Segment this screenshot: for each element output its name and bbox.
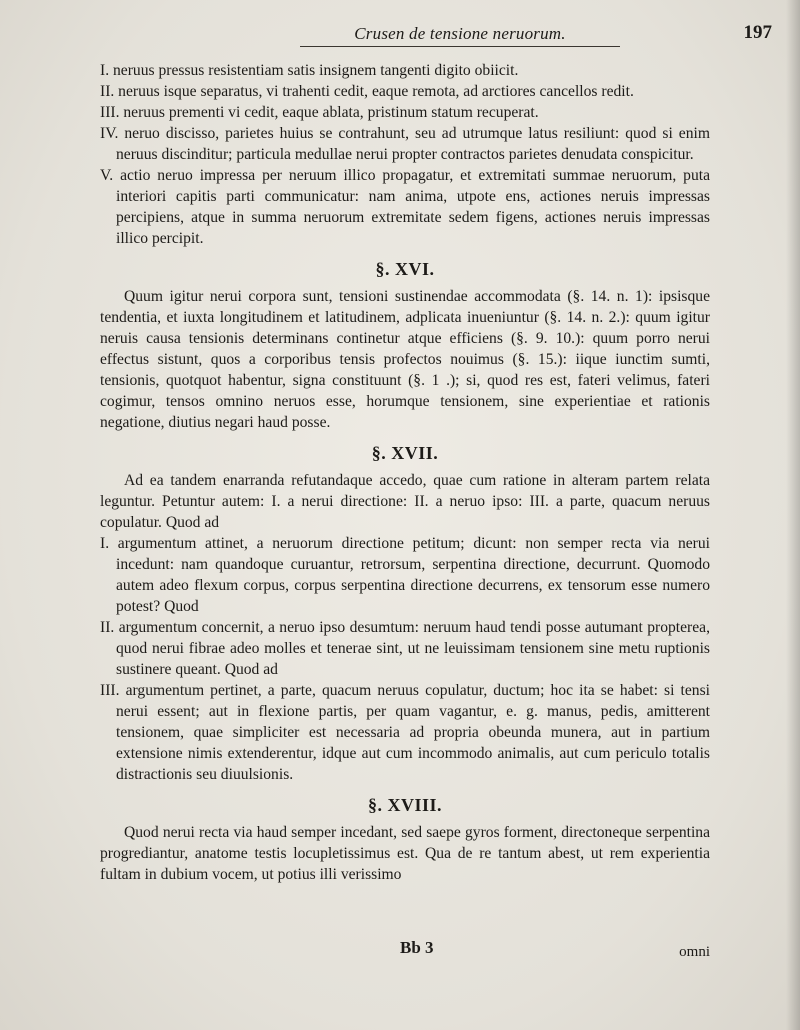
section-heading-17: §. XVII. xyxy=(371,443,439,463)
section-heading-16: §. XVI. xyxy=(375,259,435,279)
argument-item: III. argumentum pertinet, a parte, quacum neruus copulatur, ductum; hoc ita se habet: si tensi nerui essent; aut in flexione partis, per quam vagantur, e. g. manus, pedis, amitterent tensionem, quae simpliciter est necessaria ad propria obeunda munera, aut in partium extensione nimis extenderentur, idque aut cum incommodo animalis, aut cum periculo totalis distractionis seu diuulsionis. xyxy=(100,682,710,783)
page-gutter-shadow xyxy=(786,0,800,1030)
page-number: 197 xyxy=(743,22,772,43)
argument-item: II. argumentum concernit, a neruo ipso desumtum: neruum haud tendi posse autumant propterea, quod nerui fibrae adeo molles et tenerae sint, ut ne leuissimam tensionem sine metu ruptionis sustinere queant. Quod ad xyxy=(100,619,710,678)
signature-mark: Bb 3 xyxy=(400,938,434,957)
observation-item: III. neruus prementi vi cedit, eaque ablata, pristinum statum recuperat. xyxy=(100,104,539,121)
page-header xyxy=(60,22,774,48)
observation-item: II. neruus isque separatus, vi trahenti cedit, eaque remota, ad arctiores cancellos redit. xyxy=(100,83,634,100)
catchword: omni xyxy=(679,944,710,960)
observation-item: V. actio neruo impressa per neruum illico propagatur, et extremitati summae neruorum, puta interiori capitis parti communicatur: nam anima, utpote ens, actiones neruis impressas percipiens, atque in summa neruorum extremitate sedem figens, actiones neruis impressas illico percipit. xyxy=(100,167,710,247)
argument-item: I. argumentum attinet, a neruorum directione petitum; dicunt: non semper recta via nerui incedunt: nam quandoque curuantur, retrorsum, serpentina directione, decurrunt. Quomodo autem adeo flexum corpus, corpus serpentina directione decurrens, ex tensorum esse numero potest? Quod xyxy=(100,535,710,615)
observation-item: I. neruus pressus resistentiam satis insignem tangenti digito obiicit. xyxy=(100,62,519,79)
observation-item: IV. neruo discisso, parietes huius se contrahunt, seu ad utrumque latus resiliunt: quod si enim neruus discinditur; particula medullae nerui propter contractos parietes denudata conspicitur. xyxy=(100,125,710,163)
page-footer xyxy=(100,938,710,962)
section-16-paragraph: Quum igitur nerui corpora sunt, tensioni sustinendae accommodata (§. 14. n. 1): ipsisque tendentia, et iuxta longitudinem et latitudinem, adplicata inueniuntur (§. 14. n. 2.): quum igitur neruis causa tensionis determinans continetur atque efficiens (§. 9. 10.): quum porro nerui effectus sistunt, quos a corporibus tensis profectos nouimus (§. 15.): iique iunctim sumti, tensionis, quotquot habentur, signa constituunt (§. 1 .); si, quod res est, fateri velimus, fateri cogimur, tensos omnino neruos esse, horumque tensionem, sine experientiae et rationis negatione, diutius negari haud posse. xyxy=(100,288,710,431)
running-title: Crusen de tensione neruorum. xyxy=(354,24,566,43)
section-heading-18: §. XVIII. xyxy=(367,795,442,815)
section-18-paragraph: Quod nerui recta via haud semper incedant, sed saepe gyros forment, directoneque serpentina progrediantur, anatome testis locupletissimus est. Qua de re tantum abest, ut rem experientia fultam in dubium vocem, ut potius illi verissimo xyxy=(100,824,710,883)
section-17-intro: Ad ea tandem enarranda refutandaque accedo, quae cum ratione in alteram partem relata leguntur. Petuntur autem: I. a nerui directione: II. a neruo ipso: III. a parte, quacum neruus copulatur. Quod ad xyxy=(100,472,710,531)
header-rule xyxy=(300,46,620,47)
page-body xyxy=(100,60,710,885)
